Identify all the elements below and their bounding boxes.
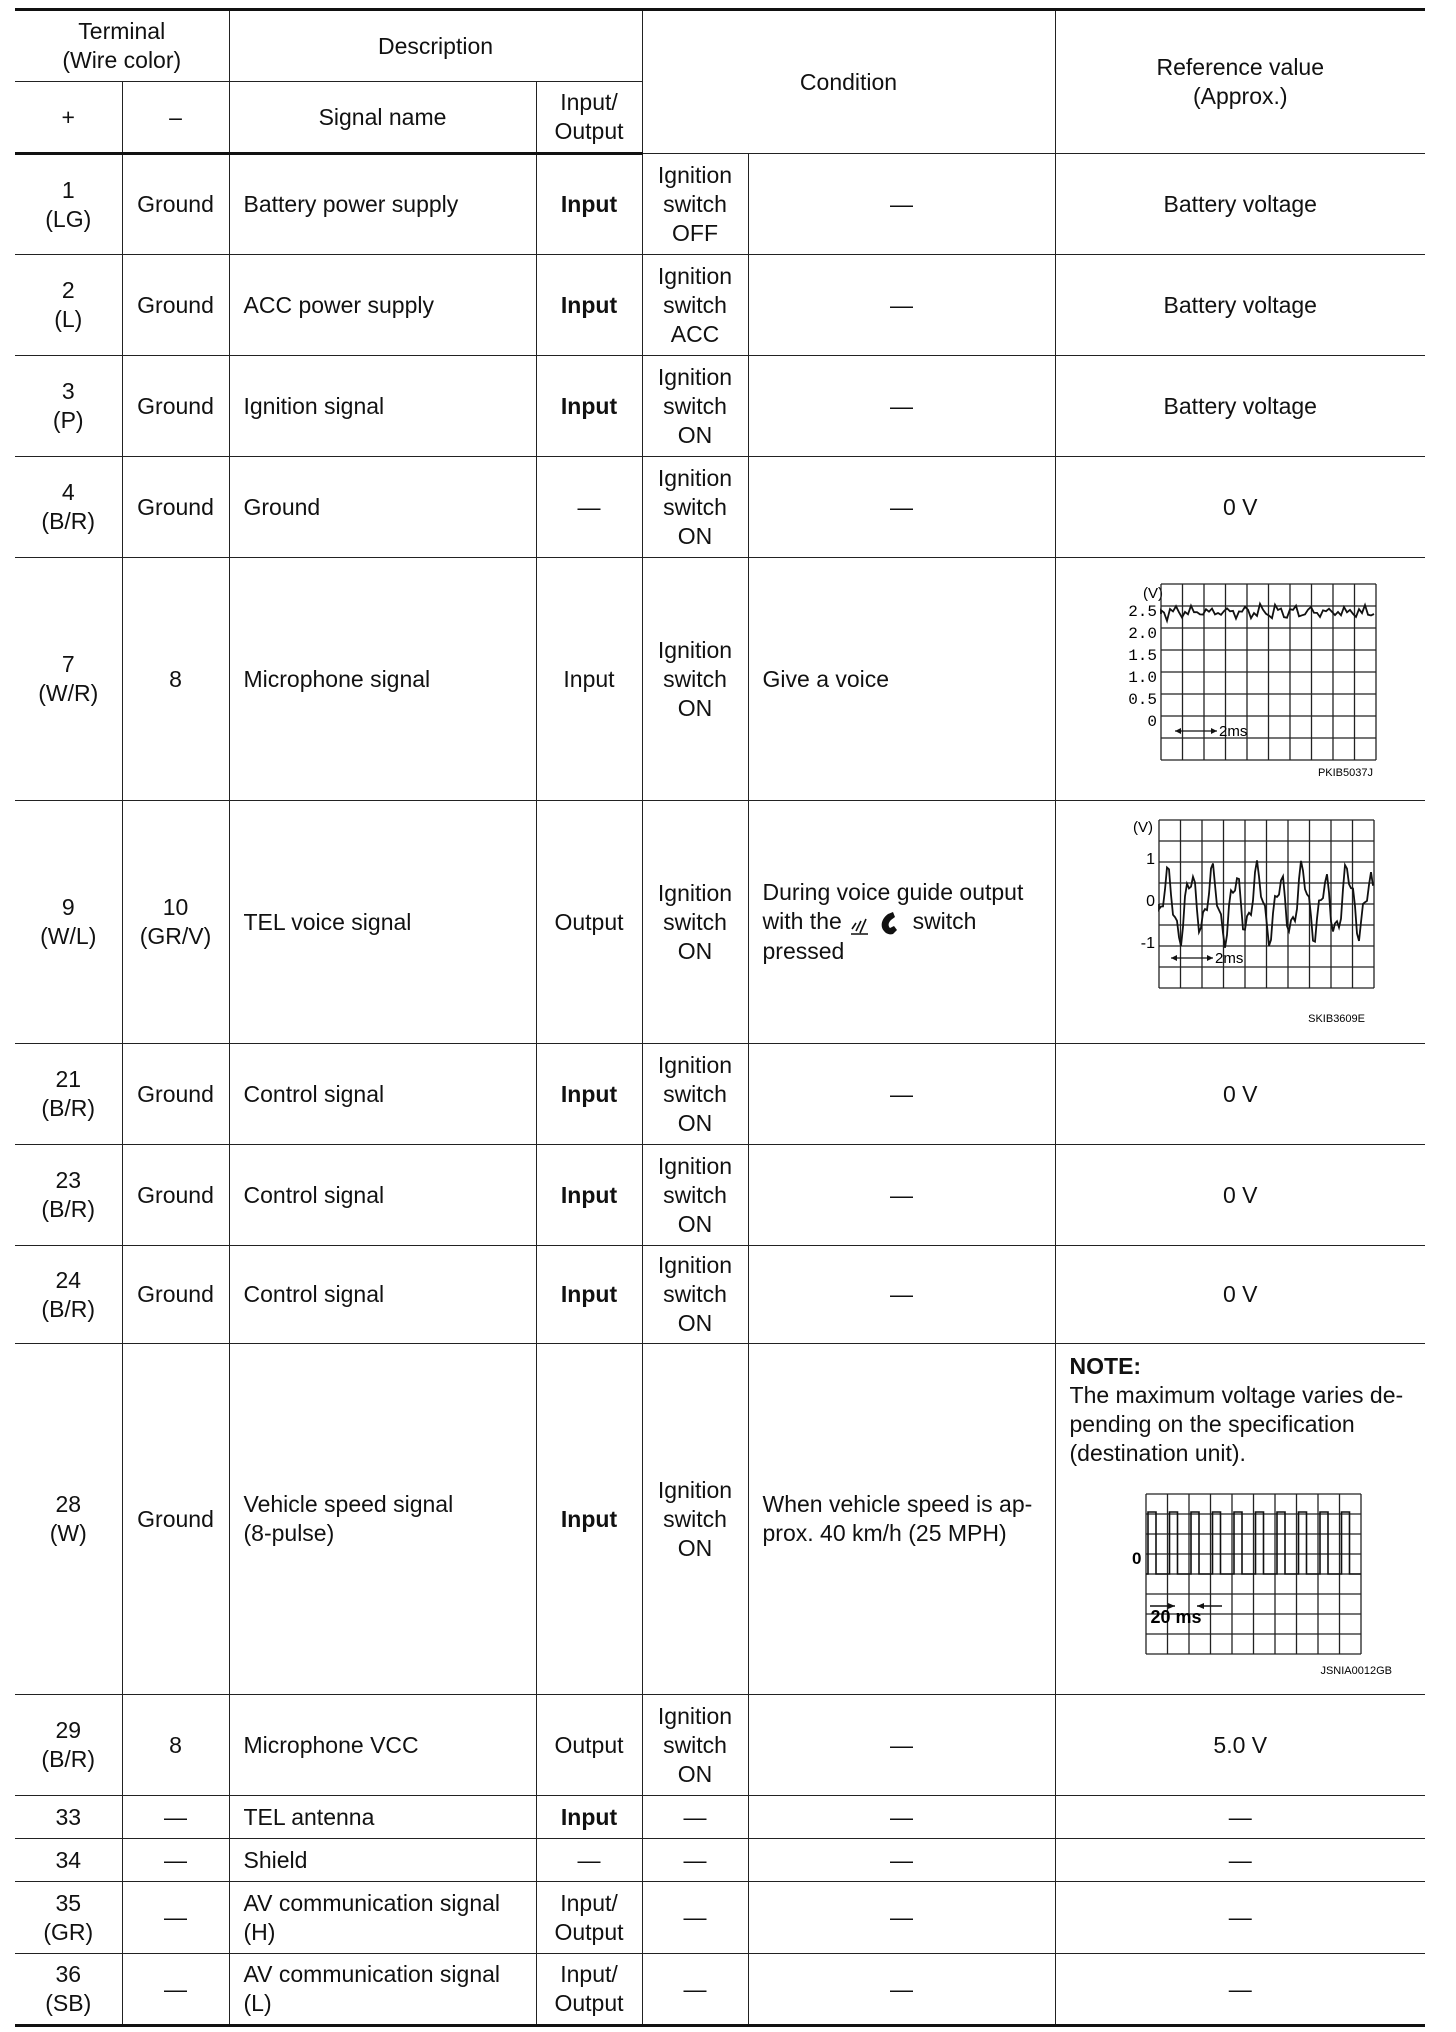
reference-value: — (1055, 1839, 1425, 1882)
header-signal-name: Signal name (229, 82, 536, 154)
condition-switch: Ignition switch ON (642, 1044, 748, 1145)
terminal-minus: Ground (122, 457, 229, 558)
table-row (15, 154, 1425, 255)
condition-detail: — (748, 1839, 1055, 1882)
condition-detail: — (748, 1145, 1055, 1246)
terminal-plus: 2 (L) (15, 255, 122, 356)
wave-tick: 1 (1146, 851, 1156, 868)
wave-tick: 2.0 (1128, 625, 1158, 643)
terminal-minus: Ground (122, 255, 229, 356)
condition-line: During voice guide output (762, 879, 1024, 906)
signal-name: Shield (229, 1839, 536, 1882)
signal-name: AV communication signal (H) (229, 1882, 536, 1954)
terminal-table (15, 8, 1425, 2027)
terminal-minus: — (122, 1954, 229, 2026)
condition-detail: — (748, 1695, 1055, 1796)
condition-line: switch (912, 908, 977, 935)
terminal-minus: Ground (122, 1344, 229, 1695)
terminal-plus: 7 (W/R) (15, 558, 122, 801)
io-type: Input/ Output (536, 1882, 642, 1954)
terminal-plus: 23 (B/R) (15, 1145, 122, 1246)
io-type: Output (536, 1695, 642, 1796)
reference-note-cell (1055, 1344, 1425, 1695)
condition-switch: Ignition switch ON (642, 356, 748, 457)
condition-switch: Ignition switch ON (642, 801, 748, 1044)
condition-detail: Give a voice (748, 558, 1055, 801)
io-type: Input (536, 558, 642, 801)
wave-tick: 1.5 (1128, 647, 1158, 665)
reference-value: — (1055, 1796, 1425, 1839)
wave-tick: -1 (1141, 935, 1156, 952)
speed-pulse-waveform (1086, 1474, 1396, 1684)
figure-code: JSNIA0012GB (1320, 1665, 1393, 1677)
header-reference: Reference value (Approx.) (1055, 10, 1425, 154)
io-type: Input (536, 356, 642, 457)
time-label: 2ms (1219, 723, 1248, 740)
header-plus: + (15, 82, 122, 154)
io-type: Input (536, 1044, 642, 1145)
terminal-plus: 28 (W) (15, 1344, 122, 1695)
table-row (15, 558, 1425, 801)
io-type: Input (536, 1145, 642, 1246)
condition-switch: Ignition switch ON (642, 1246, 748, 1344)
terminal-plus: 34 (15, 1839, 122, 1882)
condition-detail: — (748, 154, 1055, 255)
header-condition: Condition (642, 10, 1055, 154)
reference-value: Battery voltage (1055, 255, 1425, 356)
io-type: Input (536, 154, 642, 255)
signal-name: ACC power supply (229, 255, 536, 356)
terminal-plus: 9 (W/L) (15, 801, 122, 1044)
condition-switch: — (642, 1839, 748, 1882)
condition-switch: Ignition switch ON (642, 1695, 748, 1796)
signal-name: Control signal (229, 1246, 536, 1344)
terminal-plus: 29 (B/R) (15, 1695, 122, 1796)
signal-name: Battery power supply (229, 154, 536, 255)
reference-value: 0 V (1055, 1246, 1425, 1344)
wave-tick: 2.5 (1128, 603, 1158, 621)
reference-value: Battery voltage (1055, 356, 1425, 457)
table-row (15, 1954, 1425, 2026)
table-row (15, 1044, 1425, 1145)
io-type: Output (536, 801, 642, 1044)
terminal-plus: 1 (LG) (15, 154, 122, 255)
wave-tick: 0 (1147, 713, 1158, 731)
signal-name: Ignition signal (229, 356, 536, 457)
table-row (15, 1695, 1425, 1796)
signal-name: TEL antenna (229, 1796, 536, 1839)
terminal-plus: 21 (B/R) (15, 1044, 122, 1145)
terminal-minus: — (122, 1839, 229, 1882)
condition-switch: — (642, 1882, 748, 1954)
io-type: Input (536, 1796, 642, 1839)
condition-switch: — (642, 1796, 748, 1839)
condition-switch: Ignition switch ON (642, 457, 748, 558)
table-row (15, 1796, 1425, 1839)
condition-detail: — (748, 1882, 1055, 1954)
signal-name: Vehicle speed signal (8-pulse) (229, 1344, 536, 1695)
reference-waveform-cell (1055, 801, 1425, 1044)
note-text: The maximum voltage varies de- pending on the specification (destination unit). (1069, 1382, 1404, 1466)
table-row (15, 255, 1425, 356)
condition-detail: — (748, 1044, 1055, 1145)
terminal-minus: Ground (122, 1145, 229, 1246)
terminal-minus: 8 (122, 558, 229, 801)
io-type: Input (536, 1246, 642, 1344)
table-row (15, 1246, 1425, 1344)
header-description: Description (229, 10, 642, 82)
terminal-plus: 36 (SB) (15, 1954, 122, 2026)
terminal-plus: 35 (GR) (15, 1882, 122, 1954)
io-type: Input (536, 255, 642, 356)
signal-name: Control signal (229, 1044, 536, 1145)
reference-value: 0 V (1055, 1044, 1425, 1145)
wave-zero-label: 0 (1132, 1549, 1142, 1568)
condition-detail (748, 801, 1055, 1044)
terminal-minus: Ground (122, 1246, 229, 1344)
reference-value: Battery voltage (1055, 154, 1425, 255)
terminal-plus: 4 (B/R) (15, 457, 122, 558)
time-label: 20 ms (1150, 1607, 1202, 1627)
terminal-minus: Ground (122, 356, 229, 457)
terminal-minus: 8 (122, 1695, 229, 1796)
reference-value: 0 V (1055, 1145, 1425, 1246)
terminal-plus: 24 (B/R) (15, 1246, 122, 1344)
condition-detail: — (748, 255, 1055, 356)
io-type: Input (536, 1344, 642, 1695)
figure-code: PKIB5037J (1318, 767, 1374, 779)
reference-value: 0 V (1055, 457, 1425, 558)
signal-name: Ground (229, 457, 536, 558)
signal-name: Control signal (229, 1145, 536, 1246)
note-title: NOTE: (1069, 1353, 1142, 1379)
io-type: — (536, 457, 642, 558)
figure-code: SKIB3609E (1308, 1013, 1366, 1025)
wave-tick: 0.5 (1128, 691, 1158, 709)
signal-name: Microphone VCC (229, 1695, 536, 1796)
condition-detail: — (748, 1246, 1055, 1344)
condition-switch: Ignition switch ON (642, 1344, 748, 1695)
io-type: — (536, 1839, 642, 1882)
table-row (15, 1344, 1425, 1695)
signal-name: AV communication signal (L) (229, 1954, 536, 2026)
terminal-minus: Ground (122, 1044, 229, 1145)
wave-unit: (V) (1133, 819, 1154, 836)
signal-name: Microphone signal (229, 558, 536, 801)
signal-name: TEL voice signal (229, 801, 536, 1044)
reference-value: 5.0 V (1055, 1695, 1425, 1796)
terminal-minus: — (122, 1796, 229, 1839)
condition-switch: — (642, 1954, 748, 2026)
reference-value: — (1055, 1954, 1425, 2026)
condition-detail: When vehicle speed is ap- prox. 40 km/h (25 MPH) (748, 1344, 1055, 1695)
terminal-plus: 3 (P) (15, 356, 122, 457)
table-row (15, 356, 1425, 457)
wave-tick: 1.0 (1128, 669, 1158, 687)
condition-switch: Ignition switch OFF (642, 154, 748, 255)
header-minus: – (122, 82, 229, 154)
condition-detail: — (748, 1796, 1055, 1839)
table-row (15, 801, 1425, 1044)
io-type: Input/ Output (536, 1954, 642, 2026)
condition-line: pressed (762, 937, 845, 964)
condition-switch: Ignition switch ACC (642, 255, 748, 356)
condition-switch: Ignition switch ON (642, 558, 748, 801)
condition-switch: Ignition switch ON (642, 1145, 748, 1246)
condition-detail: — (748, 356, 1055, 457)
terminal-minus: Ground (122, 154, 229, 255)
condition-line: with the (762, 908, 842, 935)
header-input-output: Input/ Output (536, 82, 642, 154)
terminal-plus: 33 (15, 1796, 122, 1839)
reference-waveform-cell (1055, 558, 1425, 801)
condition-detail: — (748, 457, 1055, 558)
wave-unit: (V) (1143, 585, 1164, 602)
table-row (15, 457, 1425, 558)
microphone-waveform (1095, 574, 1385, 784)
table-row (15, 1839, 1425, 1882)
tel-voice-waveform (1095, 812, 1385, 1032)
terminal-minus: 10 (GR/V) (122, 801, 229, 1044)
condition-detail: — (748, 1954, 1055, 2026)
reference-value: — (1055, 1882, 1425, 1954)
table-row (15, 1145, 1425, 1246)
header-terminal: Terminal (Wire color) (15, 10, 229, 82)
voice-phone-icon (848, 909, 906, 937)
wave-tick: 0 (1146, 893, 1156, 910)
time-label: 2ms (1215, 950, 1244, 967)
terminal-minus: — (122, 1882, 229, 1954)
table-row (15, 1882, 1425, 1954)
